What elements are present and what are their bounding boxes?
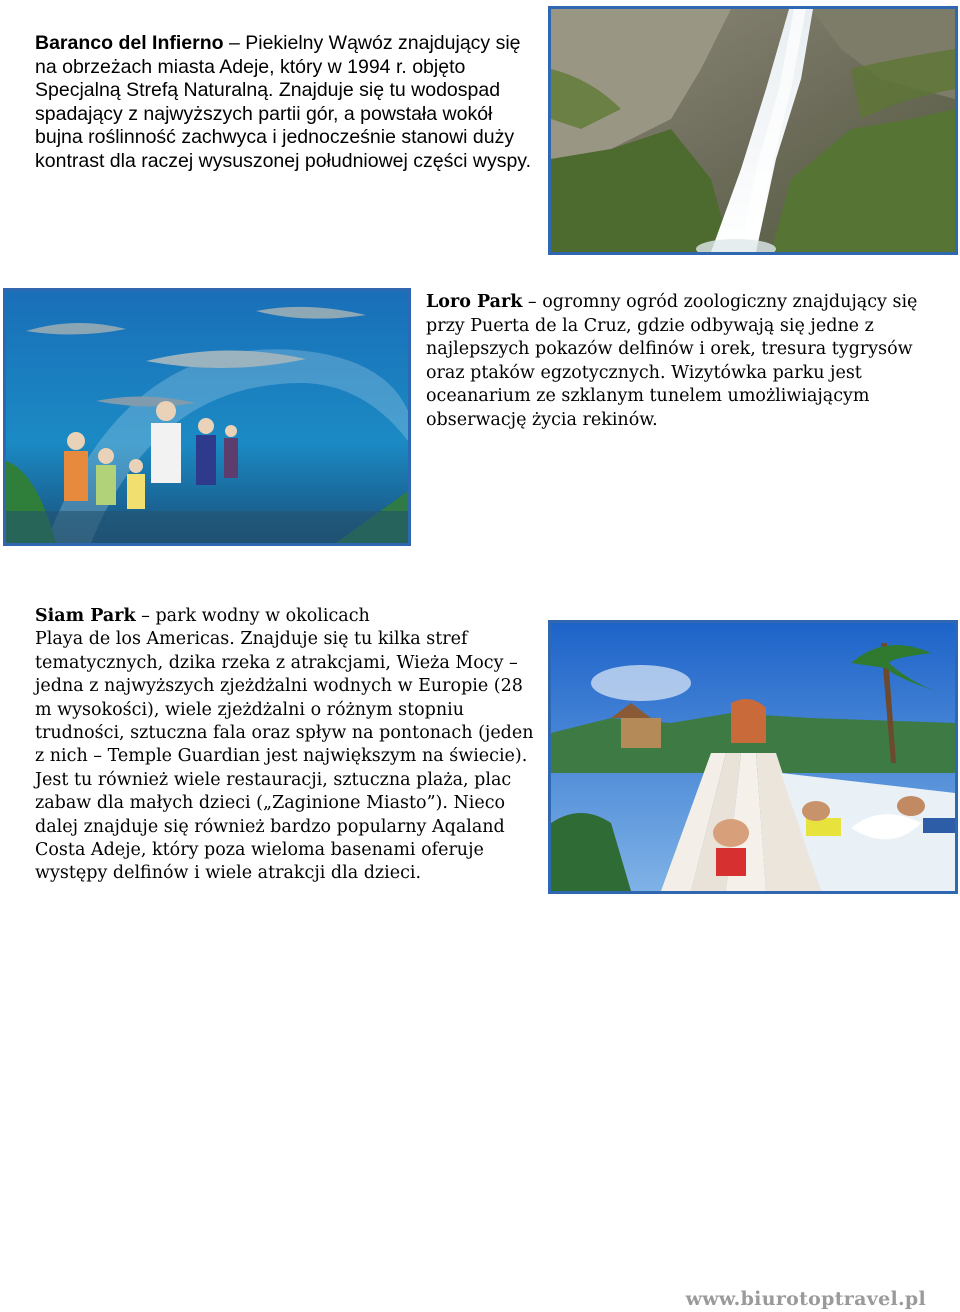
section-baranco-title: Baranco del Infierno <box>35 32 224 54</box>
section-siam-first-line <box>35 605 535 628</box>
section-baranco-text <box>35 32 535 173</box>
shark-tunnel-photo <box>3 288 411 546</box>
section-loro-title: Loro Park <box>426 292 523 312</box>
section-baranco-body: – Piekielny Wąwóz znajdujący się na obrzeżach miasta Adeje, który w 1994 r. objęto Specjalną Strefą Naturalną. Znajduje się tu wodospad spadający z najwyższych partii gór, a powstała wokół bujna roślinność zachwyca i jednocześnie stanowi duży kontrast dla raczej wysuszonej południowej części wyspy. <box>35 32 532 172</box>
section-siam-text <box>35 605 535 886</box>
section-loro-text <box>426 291 946 432</box>
section-siam-title: Siam Park <box>35 606 136 626</box>
section-siam-first-line-text: – park wodny w okolicach <box>135 606 370 626</box>
water-slide-photo <box>548 620 958 894</box>
section-loro-body: – ogromny ogród zoologiczny znajdujący się przy Puerta de la Cruz, gdzie odbywają się jedne z najlepszych pokazów delfinów i orek, tresura tygrysów oraz ptaków egzotycznych. Wizytówka parku jest oceanarium ze szklanym tunelem umożliwiającym obserwację życia rekinów. <box>426 292 918 430</box>
section-siam-body: Playa de los Americas. Znajduje się tu kilka stref tematycznych, dzika rzeka z atrakcjami, Wieża Mocy – jedna z najwyższych zjeżdżalni wodnych w Europie (28 m wysokości), wiele zjeżdżalni o różnym stopniu trudności, sztuczna fala oraz spływ na pontonach (jeden z nich – Temple Guardian jest największym na świecie). Jest tu również wiele restauracji, sztuczna plaża, plac zabaw dla małych dzieci („Zaginione Miasto”). Nieco dalej znajduje się również bardzo popularny Aqaland Costa Adeje, który poza wieloma basenami oferuje występy delfinów i wiele atrakcji dla dzieci. <box>35 629 534 884</box>
waterfall-photo <box>548 6 958 255</box>
footer-website-url: www.biurotoptravel.pl <box>685 1288 926 1310</box>
